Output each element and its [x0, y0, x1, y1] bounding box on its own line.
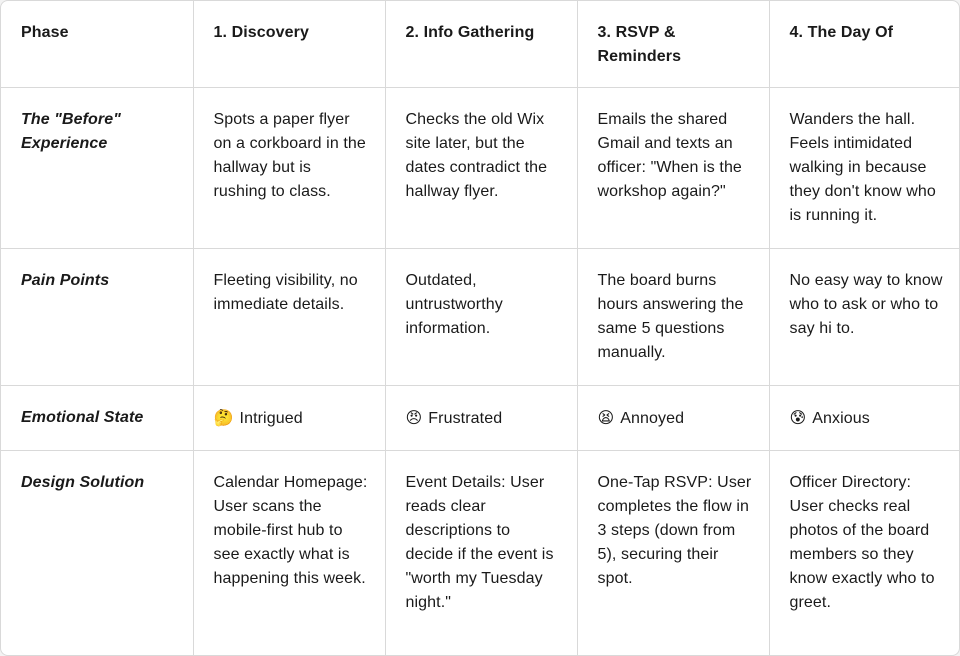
journey-map-table [1, 1, 960, 656]
cell-pain-info-gathering: Outdated, untrustworthy information. [385, 249, 577, 386]
header-rsvp-reminders: 3. RSVP & Reminders [577, 1, 769, 88]
cell-design-discovery: Calendar Homepage: User scans the mobile-first hub to see exactly what is happening this week. [193, 451, 385, 656]
row-label-emotional-state: Emotional State [1, 386, 193, 451]
cell-emotion-info-gathering [385, 386, 577, 451]
emotion-label: Anxious [812, 410, 870, 427]
header-discovery: 1. Discovery [193, 1, 385, 88]
tired-face-icon: 😫 [597, 408, 615, 427]
emotion-label: Frustrated [428, 410, 503, 427]
header-phase: Phase [1, 1, 193, 88]
emotion-label: Intrigued [239, 410, 303, 427]
row-label-design-solution: Design Solution [1, 451, 193, 656]
anxious-face-icon: 😰 [789, 408, 807, 427]
thinking-face-icon: 🤔 [213, 408, 234, 427]
cell-pain-rsvp: The board burns hours answering the same 5 questions manually. [577, 249, 769, 386]
angry-face-icon: 😠 [405, 408, 423, 427]
header-the-day-of: 4. The Day Of [769, 1, 960, 88]
cell-pain-day-of: No easy way to know who to ask or who to say hi to. [769, 249, 960, 386]
row-label-before-experience: The "Before" Experience [1, 88, 193, 249]
cell-emotion-day-of [769, 386, 960, 451]
emotion-label: Annoyed [620, 410, 685, 427]
header-info-gathering: 2. Info Gathering [385, 1, 577, 88]
cell-design-info-gathering: Event Details: User reads clear descriptions to decide if the event is "worth my Tuesday night." [385, 451, 577, 656]
header-row [1, 1, 960, 88]
table-row-before-experience [1, 88, 960, 249]
cell-before-rsvp: Emails the shared Gmail and texts an officer: "When is the workshop again?" [577, 88, 769, 249]
cell-before-day-of: Wanders the hall. Feels intimidated walking in because they don't know who is running it. [769, 88, 960, 249]
cell-design-day-of: Officer Directory: User checks real photos of the board members so they know exactly who to greet. [789, 474, 935, 611]
cell-design-rsvp: One-Tap RSVP: User completes the flow in 3 steps (down from 5), securing their spot. [577, 451, 769, 656]
cell-emotion-rsvp [577, 386, 769, 451]
cell-before-info-gathering: Checks the old Wix site later, but the dates contradict the hallway flyer. [385, 88, 577, 249]
cell-emotion-discovery [193, 386, 385, 451]
cell-before-discovery: Spots a paper flyer on a corkboard in the hallway but is rushing to class. [193, 88, 385, 249]
table-row-pain-points [1, 249, 960, 386]
cell-pain-discovery: Fleeting visibility, no immediate details. [193, 249, 385, 386]
table-row-emotional-state [1, 386, 960, 451]
row-label-pain-points: Pain Points [1, 249, 193, 386]
table-row-design-solution [1, 451, 960, 656]
